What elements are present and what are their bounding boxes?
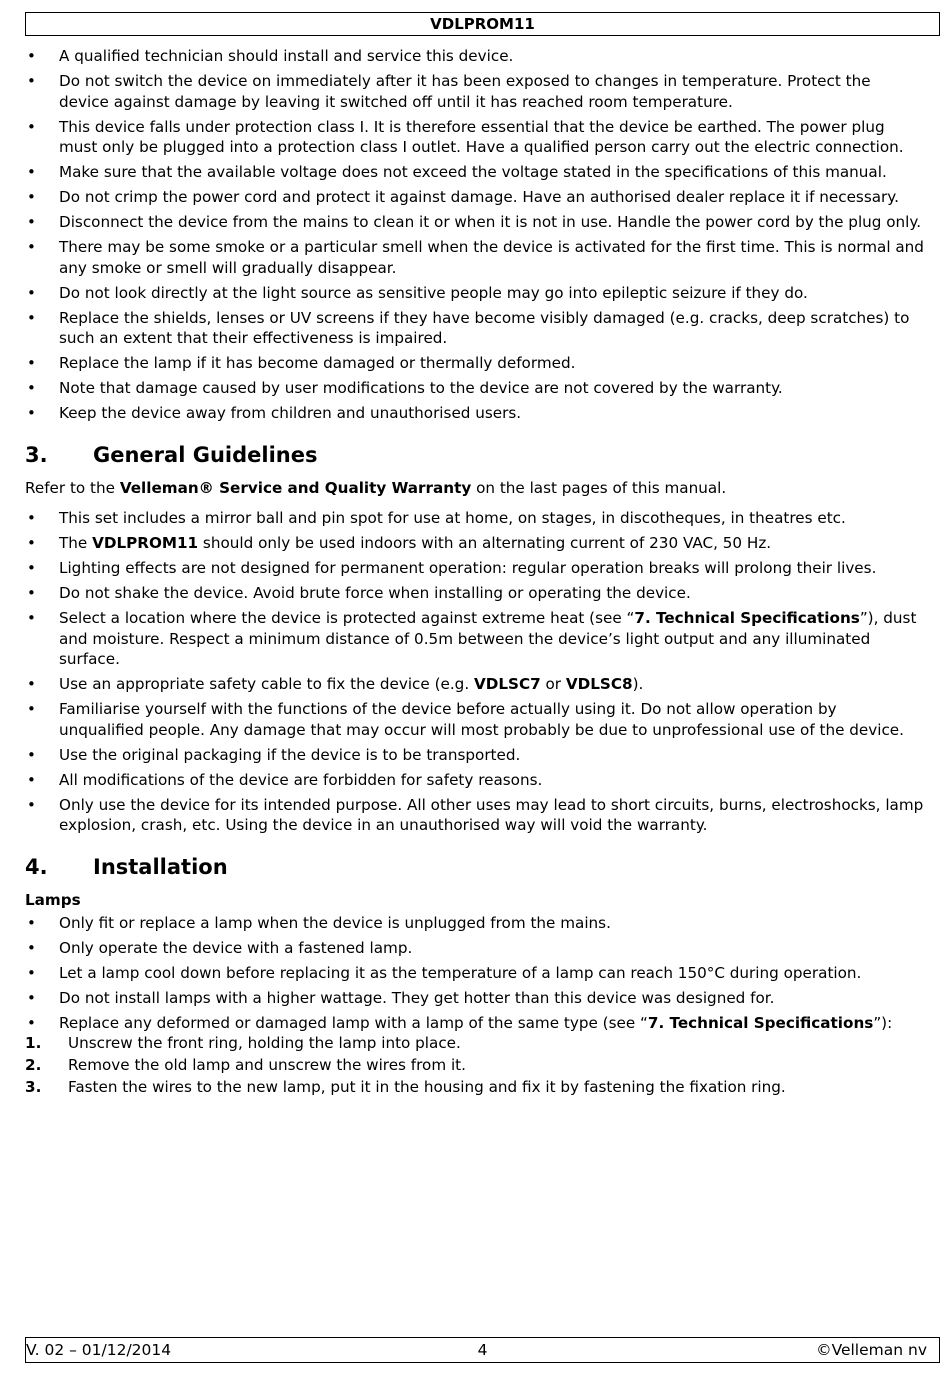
header-title: VDLPROM11 — [430, 15, 535, 33]
page-content — [25, 46, 925, 1099]
lamps-bullet-list — [25, 913, 925, 1034]
step-text: Remove the old lamp and unscrew the wires from it. — [68, 1056, 466, 1074]
list-item: • Do not look directly at the light source as sensitive people may go into epileptic seizure if they do. — [25, 283, 925, 304]
page-header — [25, 12, 940, 36]
list-text: The — [59, 534, 93, 552]
page-footer — [25, 1337, 940, 1363]
list-item: • Do not crimp the power cord and protect it against damage. Have an authorised dealer replace it if necessary. — [25, 187, 925, 208]
section-title: General Guidelines — [93, 442, 318, 467]
step-item — [25, 1033, 925, 1054]
list-text: ”), dust and moisture. Respect a minimum distance of 0.5m between the device’s light output and any illuminated surface. — [59, 609, 917, 668]
section-3-intro — [25, 478, 925, 499]
spec-reference: 7. Technical Specifications — [634, 609, 860, 627]
list-text: ”): — [873, 1013, 893, 1032]
list-item: • Replace the lamp if it has become damaged or thermally deformed. — [25, 353, 925, 374]
step-item — [25, 1077, 925, 1098]
list-item: • Disconnect the device from the mains to clean it or when it is not in use. Handle the power cord by the plug only. — [25, 212, 925, 233]
list-item: • Lighting effects are not designed for permanent operation: regular operation breaks will prolong their lives. — [25, 558, 925, 579]
list-item: • This set includes a mirror ball and pin spot for use at home, on stages, in discotheques, in theatres etc. — [25, 508, 925, 529]
page-number: 4 — [477, 1341, 488, 1359]
lamp-replacement-steps — [25, 1033, 925, 1098]
guidelines-bullet-list — [25, 508, 925, 836]
list-text: ). — [632, 675, 644, 693]
list-item: • Make sure that the available voltage does not exceed the voltage stated in the specifications of this manual. — [25, 162, 925, 183]
step-item — [25, 1055, 925, 1076]
product-code: VDLSC7 — [473, 675, 541, 693]
list-item: • Use the original packaging if the device is to be transported. — [25, 745, 925, 766]
list-item: • Only use the device for its intended purpose. All other uses may lead to short circuits, burns, electroshocks, lamp explosion, crash, etc. Using the device in an unauthorised way will void the warranty. — [25, 795, 925, 836]
list-text: Select a location where the device is protected against extreme heat (see “ — [59, 609, 635, 627]
list-item — [25, 674, 925, 695]
list-text: Use an appropriate safety cable to fix the device (e.g. — [59, 675, 474, 693]
intro-text: on the last pages of this manual. — [471, 478, 727, 497]
section-3-heading — [25, 442, 925, 468]
product-code: VDLPROM11 — [92, 534, 199, 552]
list-text: should only be used indoors with an alternating current of 230 VAC, 50 Hz. — [198, 534, 772, 552]
list-item: • Only fit or replace a lamp when the device is unplugged from the mains. — [25, 913, 925, 934]
list-item: • This device falls under protection class I. It is therefore essential that the device be earthed. The power plug must only be plugged into a protection class I outlet. Have a qualified person carry out the electric connection. — [25, 117, 925, 158]
spec-reference: 7. Technical Specifications — [647, 1013, 874, 1032]
intro-text: Refer to the — [25, 478, 120, 497]
section-number: 4. — [25, 854, 48, 879]
product-code: VDLSC8 — [565, 675, 633, 693]
list-item: • All modifications of the device are forbidden for safety reasons. — [25, 770, 925, 791]
list-item: • Do not switch the device on immediately after it has been exposed to changes in temperature. Protect the device against damage by leaving it switched off until it has reached room temperature. — [25, 71, 925, 112]
list-item — [25, 1013, 925, 1034]
section-title: Installation — [93, 854, 228, 879]
warranty-reference: Velleman® Service and Quality Warranty — [119, 478, 472, 497]
list-item: • Note that damage caused by user modifications to the device are not covered by the warranty. — [25, 378, 925, 399]
lamps-subheading: Lamps — [25, 890, 81, 909]
section-number: 3. — [25, 442, 48, 467]
copyright-notice: ©Velleman nv — [816, 1341, 927, 1359]
list-text: or — [540, 675, 566, 693]
section-4-heading — [25, 854, 925, 880]
list-item: • Let a lamp cool down before replacing it as the temperature of a lamp can reach 150°C during operation. — [25, 963, 925, 984]
list-item — [25, 608, 925, 670]
list-item: • There may be some smoke or a particular smell when the device is activated for the first time. This is normal and any smoke or smell will gradually disappear. — [25, 237, 925, 278]
list-item: • Replace the shields, lenses or UV screens if they have become visibly damaged (e.g. cracks, deep scratches) to such an extent that their effectiveness is impaired. — [25, 308, 925, 349]
step-text: Unscrew the front ring, holding the lamp into place. — [68, 1034, 461, 1052]
list-item: • Do not install lamps with a higher wattage. They get hotter than this device was designed for. — [25, 988, 925, 1009]
step-number: 3. — [25, 1078, 42, 1096]
list-item — [25, 533, 925, 554]
step-text: Fasten the wires to the new lamp, put it in the housing and fix it by fastening the fixation ring. — [68, 1078, 786, 1096]
list-item: • A qualified technician should install and service this device. — [25, 46, 925, 67]
safety-bullet-list — [25, 46, 925, 424]
step-number: 1. — [25, 1034, 42, 1052]
step-number: 2. — [25, 1056, 42, 1074]
list-item: • Do not shake the device. Avoid brute force when installing or operating the device. — [25, 583, 925, 604]
list-item: • Familiarise yourself with the functions of the device before actually using it. Do not allow operation by unqualified people. Any damage that may occur will most probably be due to unprofessional use of the device. — [25, 699, 925, 740]
version-date: V. 02 – 01/12/2014 — [26, 1341, 172, 1359]
list-item: • Only operate the device with a fastened lamp. — [25, 938, 925, 959]
list-text: Replace any deformed or damaged lamp with a lamp of the same type (see “ — [59, 1013, 648, 1032]
list-item: • Keep the device away from children and unauthorised users. — [25, 403, 925, 424]
